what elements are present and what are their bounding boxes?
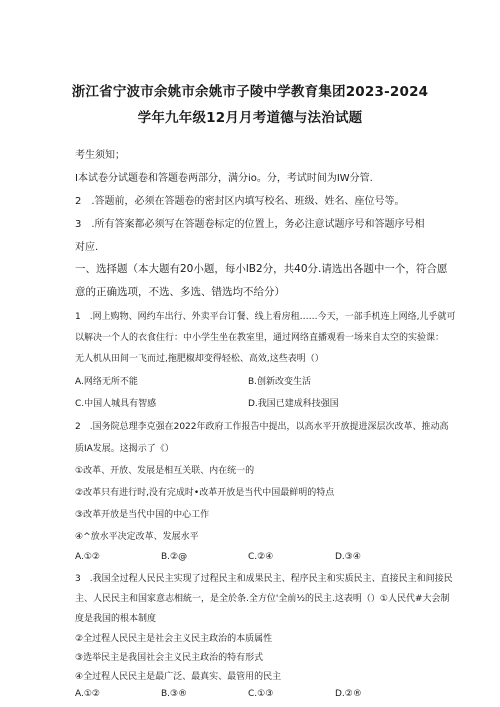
question-3-option-a: A.①② <box>75 689 100 699</box>
question-1-text: 以解决一个人的衣食住行：中小学生坐在教室里，通过网络直播观看一场来自太空的实验课： <box>75 333 445 343</box>
question-2-option-c: C.②④ <box>248 552 274 562</box>
question-2-option-a: A.①② <box>75 552 100 562</box>
notice-item: 对应. <box>75 242 99 253</box>
question-3-statement: ④全过程人民民主是最广泛、最真实、最管用的民主 <box>75 672 282 682</box>
question-3-statement: ②全过程人民民主是社会主义民主政治的本质属性 <box>75 634 273 644</box>
question-2-statement: ③改革开放是当代中国的中心工作 <box>75 510 210 520</box>
question-3-option-c: C.①③ <box>248 689 274 699</box>
section-heading: 一、选择题（本大题有20小题，每小lB2分，共40分.请选出各题中一个，符合愿 <box>75 263 448 275</box>
question-2-statement: ②改革只有进行时,没有完成时•改革开放是当代中国最鲜明的特点 <box>75 488 335 498</box>
question-3-text: 主、人民民主和国家意志相統一，是全於条.全方位'全前½的民主.这表明（）①人民代#大会制 <box>75 594 450 604</box>
question-2-text: 2 .国务院总理李克强在2022年政府工作报告中提出，以高水平开放提进深层次改革、推动高 <box>75 422 449 432</box>
question-3-statement: ③选举民主是我国社会主义民主政治的特有形式 <box>75 653 264 663</box>
question-1-option-b: B.创新改变生活 <box>248 377 312 387</box>
question-2-text: 质IA发展。这揭示了《） <box>75 444 174 454</box>
question-2-option-b: B.②@ <box>161 552 188 562</box>
exam-title-line-1: 浙江省宁波市余姚市余姚市子陵中学教育集团2023-2024 <box>71 84 429 100</box>
question-2-statement: ④^放水平决定改革、发展水平 <box>75 532 199 542</box>
question-1-option-d: D.我国已建成科技强国 <box>248 399 339 409</box>
question-1-option-c: C.中国人城具有智感 <box>75 399 157 409</box>
notice-item: 3 .所有答案都必须写在答题卷标定的位置上，务必注意试题序号和答题序号相 <box>75 219 425 230</box>
question-3-option-b: B.③® <box>161 689 188 699</box>
question-3-text: 度是我国的根本制度 <box>75 614 157 624</box>
question-3-text: 3 .我国全过程人民民主实现了过程民主和成果民主、程序民主和实质民主、直接民主和间接民 <box>75 574 453 584</box>
notice-item: 2 .答题前，必须在答题卷的密封区内填写校名、班级、姓名、座位号等。 <box>75 196 405 207</box>
question-3-option-d: D.②® <box>335 689 362 699</box>
question-1-text: 无人机从田间一飞而过,拖肥椒却变得轻松、高效,这些表明（） <box>75 354 324 364</box>
notice-heading: 考生须知； <box>75 150 125 161</box>
question-1-option-a: A.网络无所不能 <box>75 377 138 387</box>
question-2-option-d: D.③④ <box>335 552 361 562</box>
question-2-statement: ①改革、开放、发展是相互关联、内在统一的 <box>75 466 255 476</box>
notice-item: I本试卷分试题卷和答题卷两部分，满分io。分，考试时间为IW分管. <box>75 173 373 184</box>
exam-title-line-2: 学年九年级12月月考道德与法治试题 <box>137 110 363 126</box>
question-1-text: 1 .网上购物、网约车出行、外卖平台订餐、线上看房租……今天，一部手机连上网络,儿乎就可 <box>75 312 456 322</box>
section-heading-cont: 意的正确选项，不选、多选、错选均不给分） <box>75 286 285 298</box>
